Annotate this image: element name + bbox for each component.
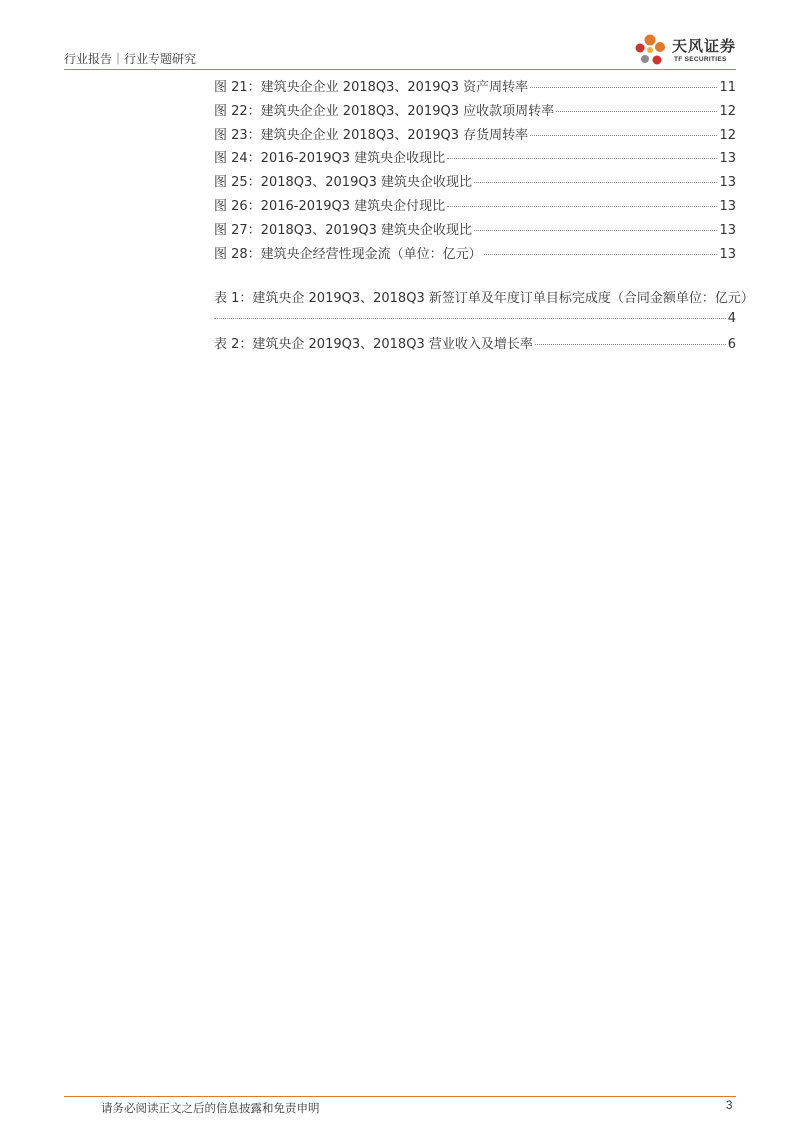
figure-entry-label: 图 27：2018Q3、2019Q3 建筑央企收现比 — [214, 222, 472, 238]
figure-entry-label: 图 26：2016-2019Q3 建筑央企付现比 — [214, 198, 446, 214]
figure-entry[interactable] — [214, 243, 736, 267]
dot-leader — [556, 111, 717, 112]
table-entry[interactable] — [214, 289, 754, 333]
figure-entry-page: 12 — [719, 127, 736, 143]
report-type-label: 行业报告｜行业专题研究 — [64, 52, 197, 66]
table-list — [214, 289, 754, 357]
figure-entry[interactable] — [214, 100, 736, 124]
dot-leader — [530, 135, 717, 136]
page-number: 3 — [726, 1100, 733, 1112]
figure-entry-label: 图 22：建筑央企企业 2018Q3、2019Q3 应收款项周转率 — [214, 103, 555, 119]
figure-entry[interactable] — [214, 219, 736, 243]
figure-entry-page: 13 — [719, 151, 736, 167]
figure-entry-page: 13 — [719, 246, 736, 262]
figure-entry[interactable] — [214, 76, 736, 100]
logo-english-name: TF SECURITIES — [674, 56, 727, 63]
disclaimer-notice: 请务必阅读正文之后的信息披露和免责申明 — [101, 1101, 320, 1115]
figure-entry-page: 13 — [719, 175, 736, 191]
figure-entry-label: 图 23：建筑央企企业 2018Q3、2019Q3 存货周转率 — [214, 127, 529, 143]
figure-entry-label: 图 24：2016-2019Q3 建筑央企收现比 — [214, 151, 446, 167]
table-entry-page: 4 — [727, 311, 736, 326]
figure-entry[interactable] — [214, 195, 736, 219]
table-entry[interactable] — [214, 333, 736, 357]
dot-leader — [447, 206, 717, 207]
dot-leader — [474, 182, 717, 183]
footer-divider — [64, 1096, 736, 1097]
figure-entry-page: 12 — [719, 103, 736, 119]
flower-logo-icon — [632, 32, 668, 68]
figure-entry[interactable] — [214, 147, 736, 171]
figure-entry-label: 图 28：建筑央企经营性现金流（单位：亿元） — [214, 246, 482, 262]
dot-leader — [484, 254, 718, 255]
figure-entry[interactable] — [214, 124, 736, 148]
table-entry-label: 表 1：建筑央企 2019Q3、2018Q3 新签订单及年度订单目标完成度（合同金额单位：亿元） — [214, 291, 754, 306]
figure-entry-page: 13 — [719, 198, 736, 214]
figure-entry-page: 11 — [719, 80, 736, 95]
figure-entry-page: 13 — [719, 222, 736, 238]
dot-leader — [474, 230, 717, 231]
logo-chinese-name: 天风证券 — [672, 37, 737, 55]
company-logo — [632, 32, 742, 68]
header-divider — [64, 69, 736, 70]
figure-entry-label: 图 21：建筑央企企业 2018Q3、2019Q3 资产周转率 — [214, 80, 529, 95]
figure-entry[interactable] — [214, 171, 736, 195]
table-entry-page: 6 — [727, 337, 736, 352]
dot-leader — [530, 87, 717, 88]
table-entry-label: 表 2：建筑央企 2019Q3、2018Q3 营业收入及增长率 — [214, 337, 533, 352]
dot-leader — [535, 344, 726, 345]
figure-entry-label: 图 25：2018Q3、2019Q3 建筑央企收现比 — [214, 175, 472, 191]
dot-leader — [214, 318, 726, 319]
dot-leader — [447, 158, 717, 159]
figure-list — [214, 76, 736, 266]
